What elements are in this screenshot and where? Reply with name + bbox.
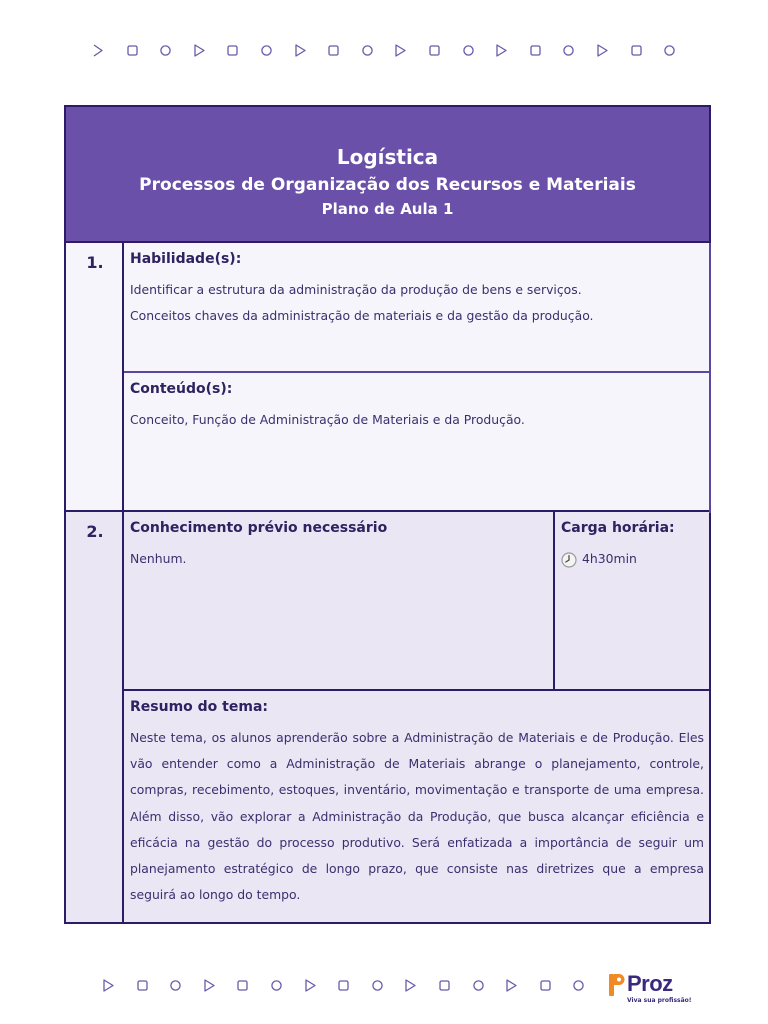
logo-tagline: Viva sua profissão! [627, 997, 692, 1004]
decor-circle-icon [663, 42, 697, 58]
proz-logo-mark-icon [609, 974, 625, 996]
section-1-number: 1. [86, 253, 104, 272]
lesson-plan-card [64, 105, 711, 924]
decor-square-icon [327, 42, 361, 58]
content-title: Conteúdo(s): [130, 381, 233, 397]
decor-circle-icon [361, 42, 395, 58]
prior-knowledge-text: Nenhum. [130, 551, 187, 566]
decor-circle-icon [260, 42, 294, 58]
decor-square-icon [428, 42, 462, 58]
workload-value: 4h30min [582, 551, 637, 566]
summary-cell [124, 691, 711, 922]
skills-item: Conceitos chaves da administração de materiais e da gestão da produção. [130, 308, 594, 323]
logo-wordmark: Proz [627, 971, 673, 996]
decor-square-icon [236, 977, 270, 993]
bottom-decoration-row [102, 977, 606, 993]
decor-triangle-icon [304, 977, 338, 993]
workload-row [561, 546, 637, 572]
prior-knowledge-title: Conhecimento prévio necessário [130, 520, 388, 536]
proz-logo [607, 971, 697, 1007]
content-text: Conceito, Função de Administração de Materiais e da Produção. [130, 412, 525, 427]
decor-triangle-icon [102, 977, 136, 993]
decor-circle-icon [462, 42, 496, 58]
decor-square-icon [539, 977, 573, 993]
decor-chevron-icon [92, 42, 126, 58]
decor-circle-icon [169, 977, 203, 993]
decor-circle-icon [371, 977, 405, 993]
decor-triangle-icon [495, 42, 529, 58]
decor-square-icon [438, 977, 472, 993]
skills-item: Identificar a estrutura da administração da produção de bens e serviços. [130, 282, 582, 297]
decor-square-icon [226, 42, 260, 58]
skills-title: Habilidade(s): [130, 251, 242, 267]
section-1-number-column [66, 243, 124, 511]
section-2-number: 2. [86, 522, 104, 541]
decor-triangle-icon [203, 977, 237, 993]
decor-triangle-icon [596, 42, 630, 58]
skills-cell [124, 243, 711, 373]
decor-triangle-icon [404, 977, 438, 993]
section-2 [66, 510, 709, 922]
workload-title: Carga horária: [561, 520, 675, 536]
decor-triangle-icon [505, 977, 539, 993]
decor-circle-icon [159, 42, 193, 58]
section-1 [66, 241, 709, 511]
summary-title: Resumo do tema: [130, 699, 268, 715]
decor-square-icon [136, 977, 170, 993]
summary-text: Neste tema, os alunos aprenderão sobre a Administração de Materiais e de Produção. Eles vão entender como a Administração de Materiais abrange o planejamento, controle, compras, recebimento, estoques, inventário, movimentação e transporte de uma empresa. Além disso, vão explorar a Administração da Produção, que busca alcançar eficiência e eficácia na gestão do processo produtivo. Será enfatizada a importância de seguir um planejamento estratégico de longo prazo, que consiste nas diretrizes que a empresa seguirá ao longo do tempo. [130, 730, 704, 903]
decor-circle-icon [572, 977, 606, 993]
decor-triangle-icon [294, 42, 328, 58]
decor-square-icon [630, 42, 664, 58]
decor-triangle-icon [193, 42, 227, 58]
decor-triangle-icon [394, 42, 428, 58]
decor-square-icon [337, 977, 371, 993]
decor-square-icon [529, 42, 563, 58]
card-header [66, 107, 709, 241]
decor-square-icon [126, 42, 160, 58]
decor-circle-icon [562, 42, 596, 58]
prior-knowledge-cell [124, 512, 555, 691]
clock-icon [561, 552, 577, 568]
top-decoration-row [92, 42, 697, 58]
decor-circle-icon [472, 977, 506, 993]
course-title: Logística [336, 145, 439, 169]
content-cell [124, 373, 711, 513]
workload-cell [555, 512, 711, 691]
section-2-number-column [66, 512, 124, 922]
plan-label: Plano de Aula 1 [321, 200, 454, 218]
course-subtitle: Processos de Organização dos Recursos e Materiais [139, 175, 636, 195]
decor-circle-icon [270, 977, 304, 993]
